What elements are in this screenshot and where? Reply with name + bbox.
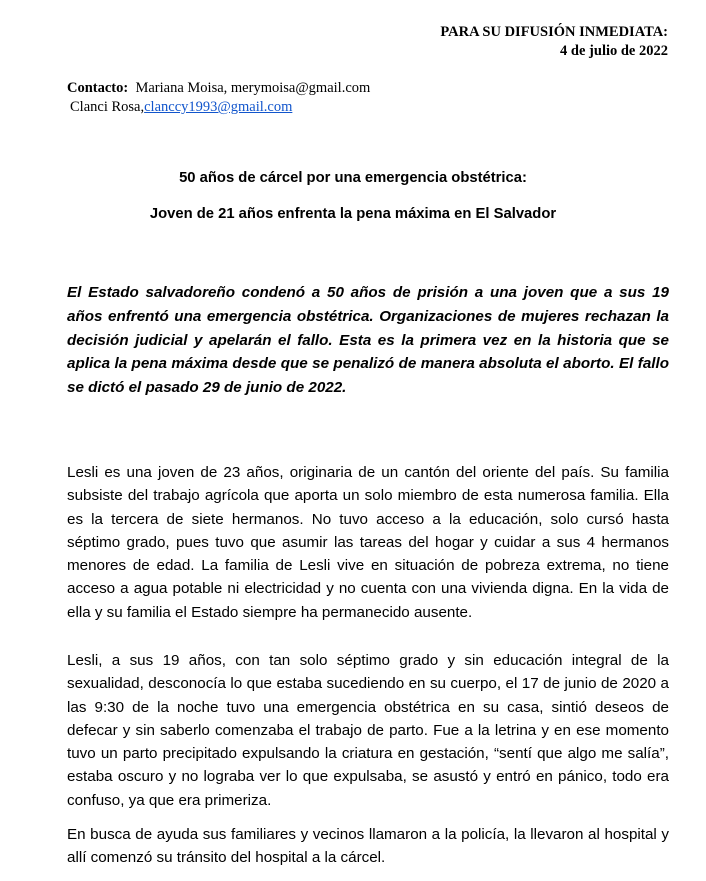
body-paragraph-3: En busca de ayuda sus familiares y vecinos llamaron a la policía, la llevaron al hospital y allí comenzó su tránsito del hospital a la cárcel. [67, 826, 669, 867]
contact-row-1 [67, 79, 370, 98]
release-line: PARA SU DIFUSIÓN INMEDIATA: [440, 24, 668, 40]
body-paragraph-1: Lesli es una joven de 23 años, originaria de un cantón del oriente del país. Su familia subsiste del trabajo agrícola que aporta un solo miembro de esta numerosa familia. Ella es la tercera de siete hermanos. No tuvo acceso a la educación, solo cursó hasta séptimo grado, pues tuvo que asumir las tareas del hogar y cuidar a sus 4 hermanos menores de edad. La familia de Lesli vive en situación de pobreza extrema, no tiene acceso a agua potable ni electricidad y no cuenta con una vivienda digna. En la vida de ella y su familia el Estado siempre ha permanecido ausente. [67, 464, 669, 621]
body-paragraph-2: Lesli, a sus 19 años, con tan solo séptimo grado y sin educación integral de la sexualidad, desconocía lo que estaba sucediendo en su cuerpo, el 17 de junio de 2020 a las 9:30 de la noche tuvo una emergencia obstétrica en su casa, sintió deseos de defecar y sin saberlo comenzaba el trabajo de parto. Fue a la letrina y en ese momento tuvo un parto precipitado expulsando la criatura en gestación, “sentí que algo me salía”, estaba oscuro y no lograba ver lo que expulsaba, se asustó y entró en pánico, todo era confuso, ya que era primeriza. [67, 652, 669, 809]
release-header [440, 23, 668, 61]
contact-block [67, 79, 370, 117]
contact-person-1: Mariana Moisa, merymoisa@gmail.com [135, 80, 371, 96]
release-date: 4 de julio de 2022 [560, 43, 668, 59]
subheadline: Joven de 21 años enfrenta la pena máxima en El Salvador [149, 206, 557, 222]
contact-person-2-email-link[interactable]: clanccy1993@gmail.com [144, 99, 293, 115]
contact-row-2 [67, 98, 370, 117]
contact-label: Contacto: [67, 80, 129, 96]
contact-person-2-name: Clanci Rosa, [70, 99, 145, 115]
lead-paragraph: El Estado salvadoreño condenó a 50 años de prisión a una joven que a sus 19 años enfrentó una emergencia obstétrica. Organizaciones de mujeres rechazan la decisión judicial y apelarán el fallo. Esta es la primera vez en la historia que se aplica la pena máxima desde que se penalizó de manera absoluta el aborto. El fallo se dictó el pasado 29 de junio de 2022. [67, 284, 669, 397]
headline: 50 años de cárcel por una emergencia obstétrica: [179, 170, 527, 186]
